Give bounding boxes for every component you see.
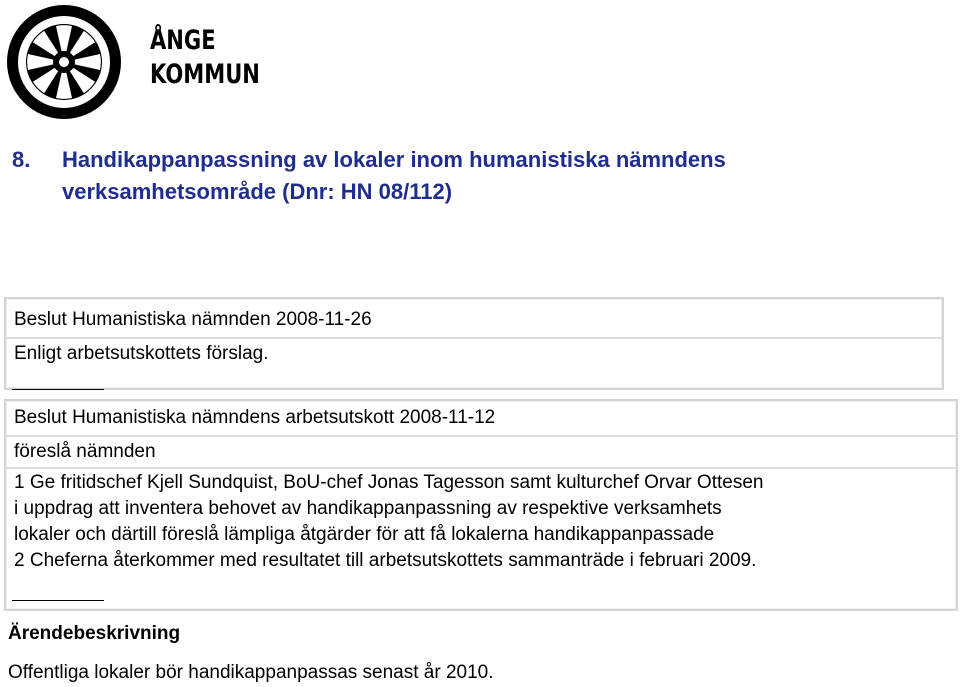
decision-line: i uppdrag att inventera behovet av handikappanpassning av respektive verksamhets — [14, 498, 722, 519]
decision-line: 2 Cheferna återkommer med resultatet till arbetsutskottets sammanträde i februari 2009. — [14, 550, 757, 571]
logo-line-2: KOMMUN — [150, 59, 260, 90]
box-divider — [6, 435, 956, 437]
decision-board-text: Enligt arbetsutskottets förslag. — [14, 343, 269, 364]
item-title-line-1: Handikappanpassning av lokaler inom humanistiska nämndens — [62, 147, 726, 172]
description-text: Offentliga lokaler bör handikappanpassas senast år 2010. — [8, 662, 494, 683]
item-title-line-2: verksamhetsområde (Dnr: HN 08/112) — [62, 179, 453, 204]
separator-rule — [12, 600, 104, 601]
decision-committee-intro: föreslå nämnden — [14, 441, 156, 462]
decision-board-header: Beslut Humanistiska nämnden 2008-11-26 — [14, 309, 372, 330]
description-heading: Ärendebeskrivning — [8, 623, 181, 644]
box-divider — [6, 467, 956, 469]
decision-line: lokaler och därtill föreslå lämpliga åtgärder för att få lokalerna handikappanpassade — [14, 524, 715, 545]
box-divider — [6, 337, 942, 339]
decision-committee-box — [4, 399, 958, 611]
item-heading — [12, 144, 942, 208]
item-number: 8. — [12, 147, 31, 172]
decision-committee-header: Beslut Humanistiska nämndens arbetsutskott 2008-11-12 — [14, 407, 496, 428]
decision-line: 1 Ge fritidschef Kjell Sundquist, BoU-chef Jonas Tagesson samt kulturchef Orvar Ottesen — [14, 472, 764, 493]
municipality-wheel-logo — [4, 2, 124, 122]
decision-board-box — [4, 297, 944, 390]
separator-rule — [12, 389, 104, 390]
municipality-logo-text — [150, 24, 260, 92]
logo-line-1: ÅNGE — [150, 25, 216, 56]
